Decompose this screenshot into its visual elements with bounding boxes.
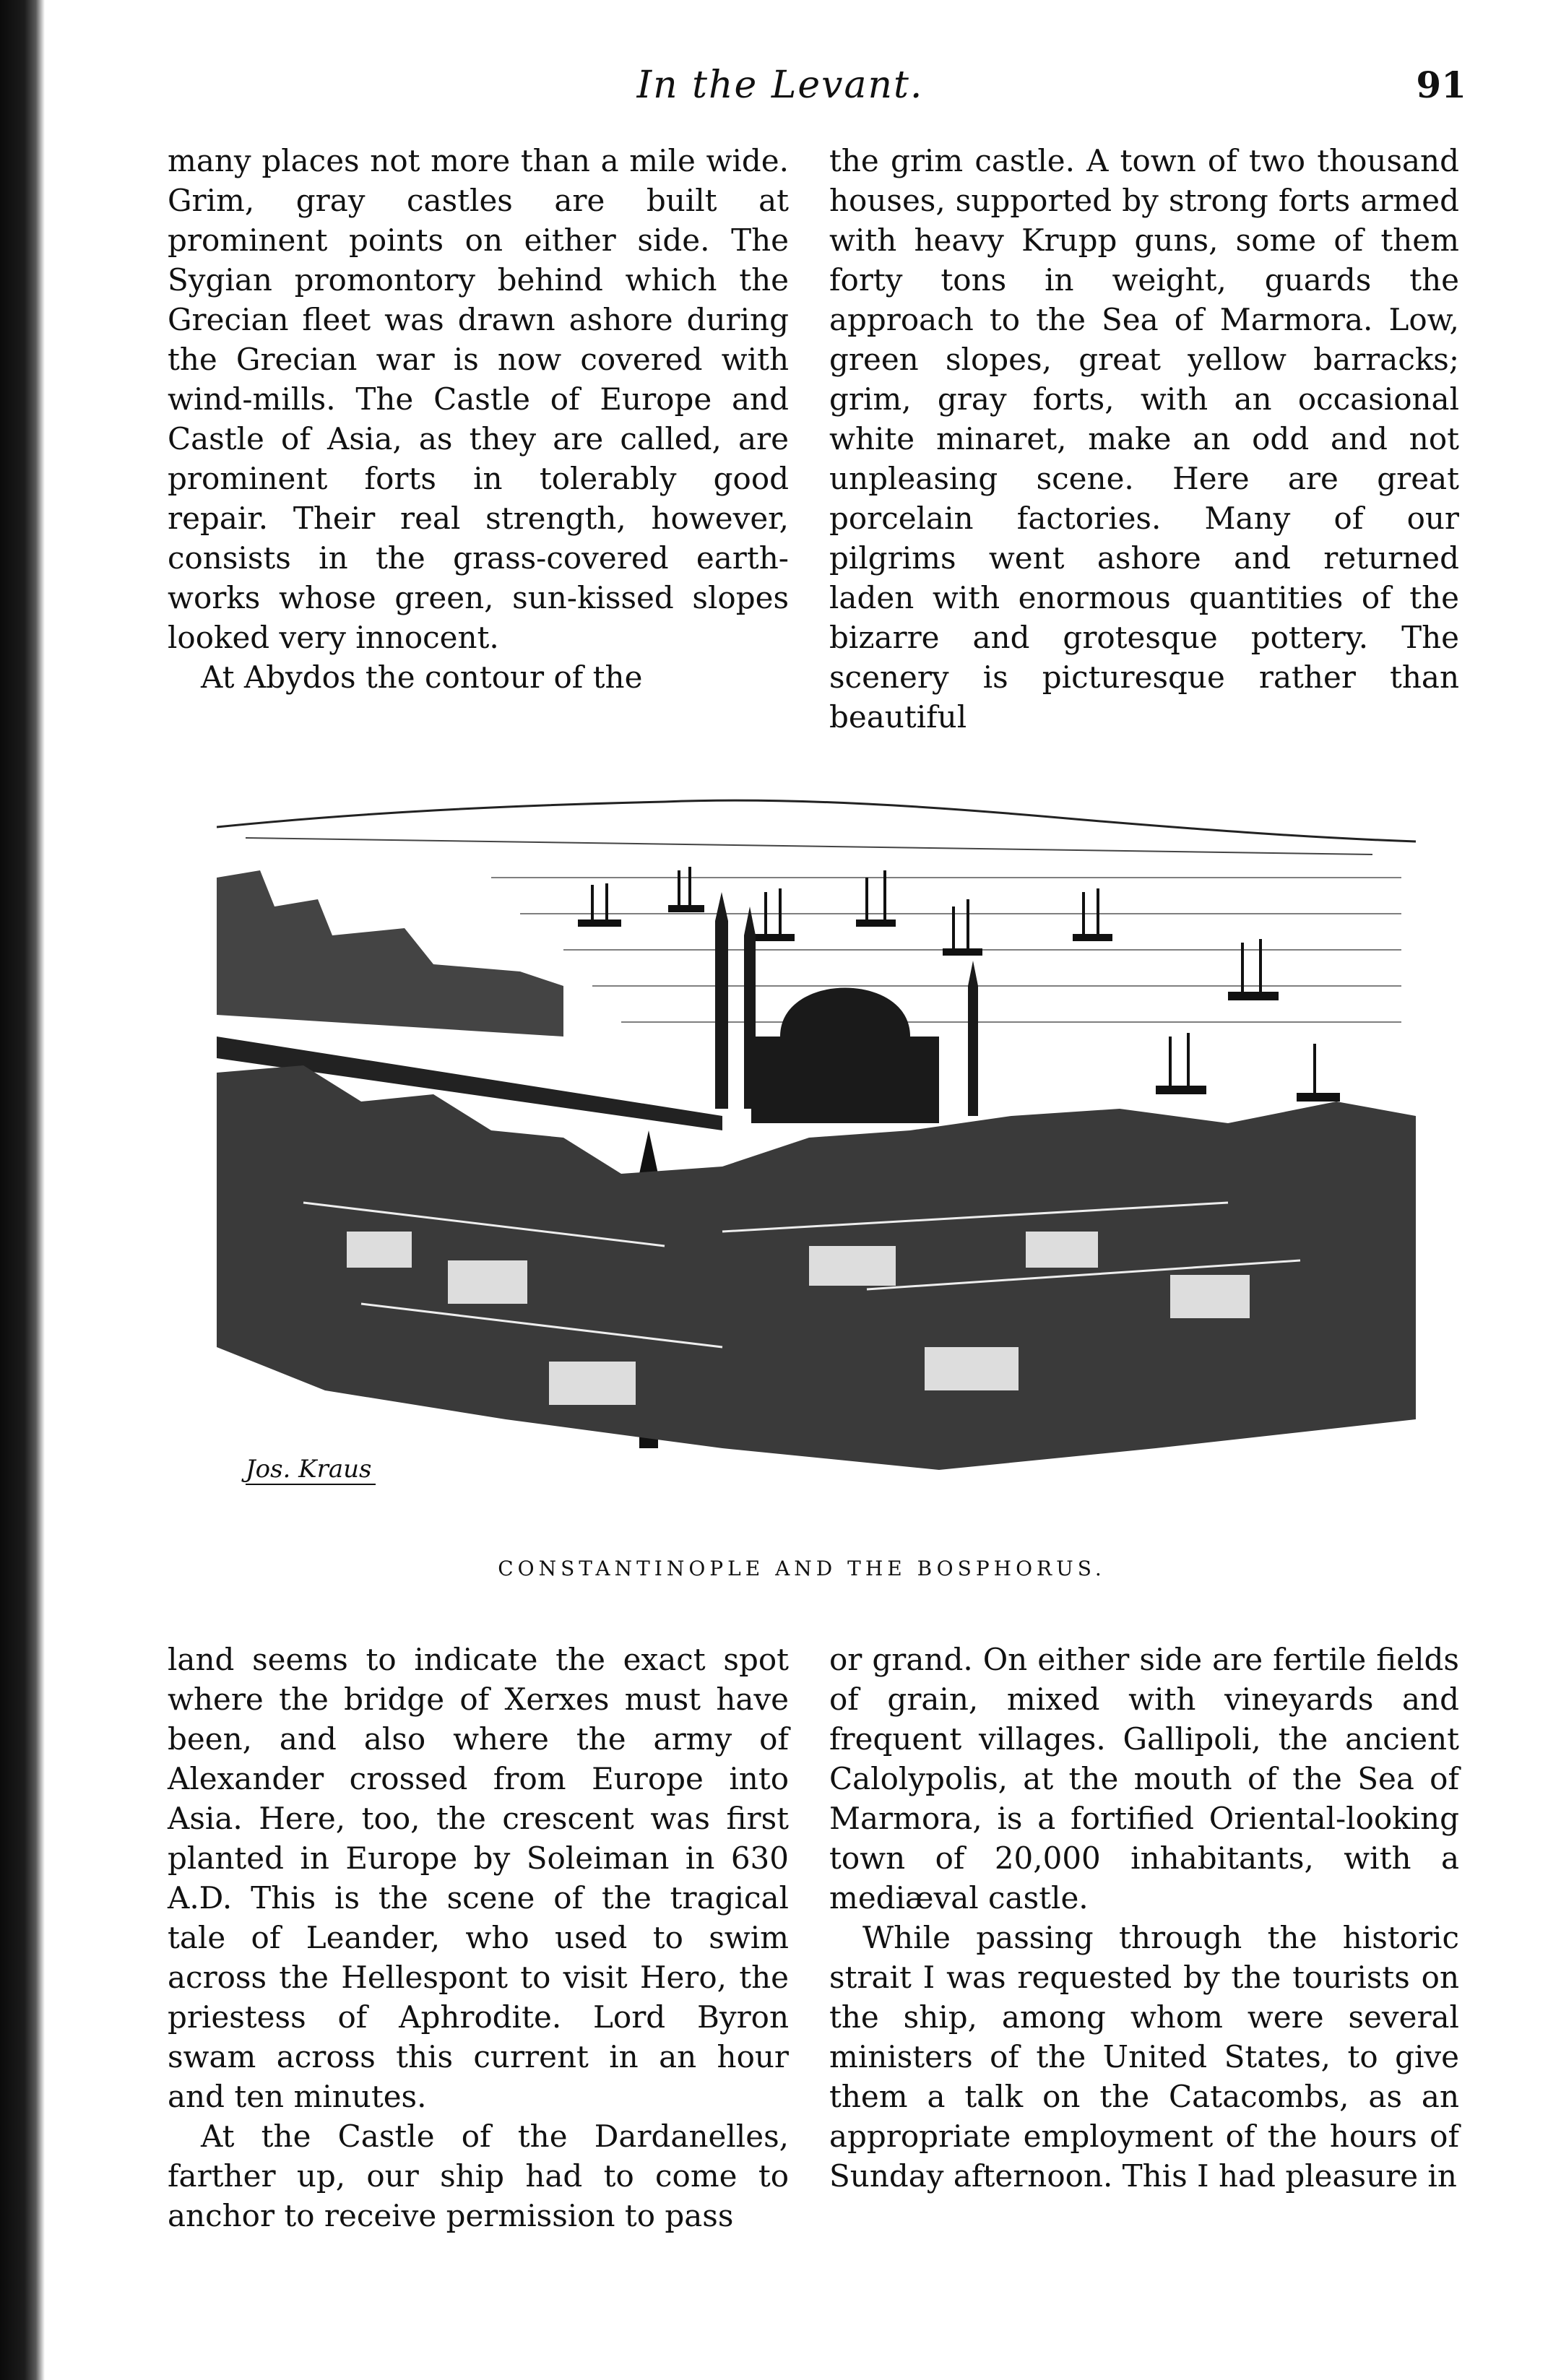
top-left-column	[168, 141, 789, 697]
paragraph: or grand. On either side are fertile fields of grain, mixed with vineyards and frequent villages. Gallipoli, the ancient Calolypolis, at the mouth of the Sea of Marmora, is a fortified Oriental-looking town of 20,000 inhabitants, with a mediæval castle.	[829, 1642, 1459, 1916]
paragraph: land seems to indicate the exact spot where the bridge of Xerxes must have been, and also where the army of Alexander crossed from Europe into Asia. Here, too, the crescent was first planted in Europe by Soleiman in 630 A.D. This is the scene of the tragical tale of Leander, who used to swim across the Hellespont to visit Hero, the priestess of Aphrodite. Lord Byron swam across this current in an hour and ten minutes.	[168, 1642, 789, 2114]
mosque	[715, 892, 978, 1123]
bottom-right-column	[829, 1640, 1459, 2196]
paragraph: the grim castle. A town of two thousand houses, supported by strong forts armed with heavy Krupp guns, some of them forty tons in weight, guards the approach to the Sea of Marmora. Low, green slopes, great yellow barracks; grim, gray forts, with an occasional white minaret, make an odd and not unpleasing scene. Here are great porcelain factories. Many of our pilgrims went ashore and returned laden with enormous quantities of the bizarre and grotesque pottery. The scenery is picturesque rather than beautiful	[829, 143, 1459, 735]
distant-hills	[217, 800, 1416, 841]
paragraph: At Abydos the contour of the	[201, 659, 643, 695]
paragraph: At the Castle of the Dardanelles, farther up, our ship had to come to anchor to receive permission to pass	[168, 2119, 789, 2233]
figure-caption: CONSTANTINOPLE AND THE BOSPHORUS.	[498, 1557, 1106, 1580]
scan-binding-edge	[0, 0, 45, 2380]
artist-signature: Jos. Kraus	[246, 1455, 372, 1484]
left-shore-city	[217, 870, 563, 1037]
paragraph: many places not more than a mile wide. Grim, gray castles are built at prominent points on either side. The Sygian promontory behind which the Grecian fleet was drawn ashore during the Grecian war is now covered with wind-mills. The Castle of Europe and Castle of Asia, as they are called, are prominent forts in tolerably good repair. Their real strength, however, consists in the grass-covered earth-works whose green, sun-kissed slopes looked very innocent.	[168, 143, 789, 655]
ships	[592, 867, 1315, 1094]
bottom-left-column	[168, 1640, 789, 2236]
page-number: 91	[1416, 64, 1466, 106]
paragraph: While passing through the historic strait I was requested by the tourists on the ship, among whom were several ministers of the United States, to give them a talk on the Catacombs, as an appropriate employment of the hours of Sunday afternoon. This I had pleasure in	[829, 1920, 1459, 2194]
running-title: In the Levant.	[636, 64, 924, 107]
engraving-constantinople-bosphorus	[217, 798, 1416, 1520]
top-right-column	[829, 141, 1459, 737]
